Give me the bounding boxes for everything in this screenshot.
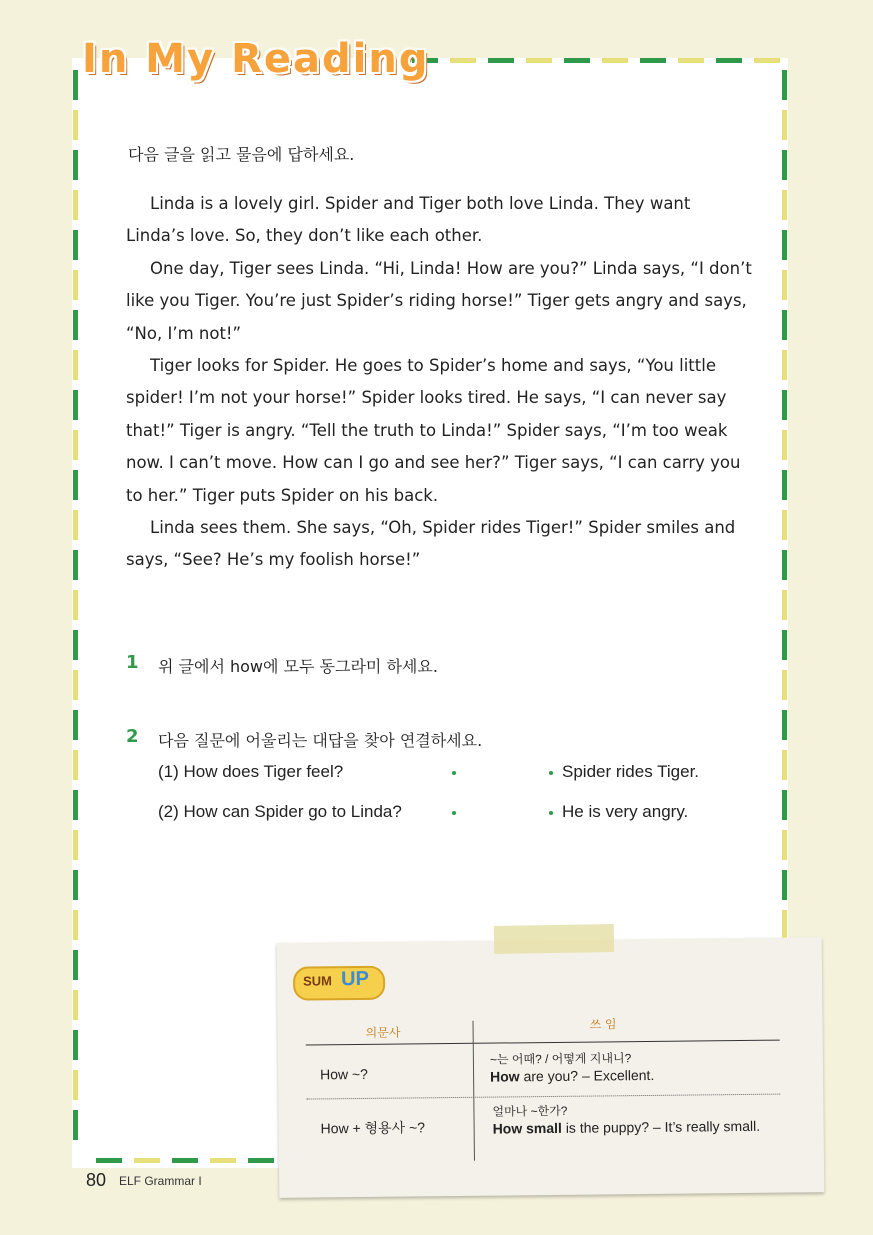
page-number: 80 (86, 1170, 107, 1190)
border-dash (73, 1070, 78, 1100)
table-row-1-form: How ~? (319, 1065, 369, 1083)
table-row-1-meaning: ~는 어때? / 어떻게 지내니? (489, 1051, 632, 1067)
border-dash (782, 830, 787, 860)
match-dot-left-1[interactable] (452, 771, 456, 775)
border-dash (782, 390, 787, 420)
border-dash (172, 1158, 198, 1163)
table-row-2-form: How + 형용사 ~? (320, 1119, 426, 1137)
story-text (126, 188, 752, 577)
border-dash (73, 510, 78, 540)
border-dash (73, 990, 78, 1020)
border-dash (73, 150, 78, 180)
border-dash (782, 190, 787, 220)
border-dash (73, 630, 78, 660)
table-row-separator (306, 1094, 780, 1100)
match-dot-right-1[interactable] (549, 771, 553, 775)
border-dash (73, 230, 78, 260)
sumup-badge-sum: SUM (303, 973, 333, 989)
border-dash (73, 670, 78, 700)
border-dash (782, 470, 787, 500)
border-dash (73, 550, 78, 580)
border-dash (73, 470, 78, 500)
match-right-2: He is very angry. (562, 802, 689, 821)
border-dash (678, 58, 704, 63)
border-dash (96, 1158, 122, 1163)
match-left-1: (1) How does Tiger feel? (158, 762, 344, 781)
border-dash (73, 350, 78, 380)
story-paragraph: Linda is a lovely girl. Spider and Tiger both love Linda. They want Linda’s love. So, they don’t like each other. (126, 194, 691, 246)
border-dash (73, 830, 78, 860)
border-dash (782, 910, 787, 940)
story-paragraph: One day, Tiger sees Linda. “Hi, Linda! How are you?” Linda says, “I don’t like you Tiger. You’re just Spider’s riding horse!” Tiger gets angry and says, “No, I’m not!” (126, 258, 752, 343)
border-dash (782, 550, 787, 580)
border-dash (782, 430, 787, 460)
border-dash (73, 110, 78, 140)
table-row-1-example-bold: How (490, 1068, 520, 1085)
border-dash (73, 1030, 78, 1060)
border-dash (782, 230, 787, 260)
table-row-1-example (490, 1067, 654, 1085)
border-dash (73, 710, 78, 740)
border-dash (716, 58, 742, 63)
border-dash (782, 150, 787, 180)
border-dash (782, 790, 787, 820)
tape-strip (494, 924, 614, 954)
story-paragraph: Linda sees them. She says, “Oh, Spider rides Tiger!” Spider smiles and says, “See? He’s my foolish horse!” (126, 518, 736, 570)
table-header-question-word: 의문사 (365, 1025, 401, 1040)
border-dash (782, 110, 787, 140)
match-dot-left-2[interactable] (452, 811, 456, 815)
border-dash (526, 58, 552, 63)
border-dash (73, 270, 78, 300)
table-row-1-example-rest: are you? – Excellent. (519, 1066, 655, 1085)
border-dash (73, 390, 78, 420)
border-dash (248, 1158, 274, 1163)
question-2-text: 다음 질문에 어울리는 대답을 찾아 연결하세요. (158, 731, 483, 750)
table-row-2-example-rest: is the puppy? – It’s really small. (561, 1117, 761, 1136)
sumup-badge (293, 966, 385, 1001)
border-dash (564, 58, 590, 63)
match-left-2: (2) How can Spider go to Linda? (158, 802, 402, 821)
border-dash (782, 70, 787, 100)
page-title: In My Reading (82, 36, 430, 82)
border-dash (782, 630, 787, 660)
border-dash (782, 870, 787, 900)
border-dash (73, 950, 78, 980)
border-dash (782, 510, 787, 540)
table-row-2-meaning: 얼마나 ~한가? (492, 1103, 568, 1119)
border-dash (73, 190, 78, 220)
border-dash (782, 670, 787, 700)
question-1-text: 위 글에서 how에 모두 동그라미 하세요. (158, 657, 438, 676)
border-dash (73, 910, 78, 940)
border-dash (73, 1110, 78, 1140)
table-header-usage: 쓰 임 (589, 1017, 617, 1032)
border-dash (782, 310, 787, 340)
instruction: 다음 글을 읽고 물음에 답하세요. (128, 145, 355, 164)
border-dash (210, 1158, 236, 1163)
border-dash (73, 590, 78, 620)
border-dash (73, 790, 78, 820)
question-1-number: 1 (126, 652, 139, 673)
book-title: ELF Grammar I (119, 1174, 202, 1188)
border-dash (782, 710, 787, 740)
border-dash (73, 870, 78, 900)
border-dash (640, 58, 666, 63)
match-right-1: Spider rides Tiger. (562, 762, 700, 781)
story-paragraph: Tiger looks for Spider. He goes to Spider’s home and says, “You little spider! I’m not your horse!” Spider looks tired. He says, “I can never say that!” Tiger is angry. “Tell the truth to Linda!” Spider says, “I’m too weak now. I can’t move. How can I go and see her?” Tiger says, “I can carry you to her.” Tiger puts Spider on his back. (126, 356, 741, 505)
border-dash (782, 750, 787, 780)
border-dash (782, 590, 787, 620)
border-dash (602, 58, 628, 63)
question-2-number: 2 (126, 726, 139, 747)
border-dash (450, 58, 476, 63)
border-dash (782, 270, 787, 300)
border-dash (134, 1158, 160, 1163)
border-dash (73, 750, 78, 780)
border-dash (73, 430, 78, 460)
table-row-2-example-bold: How small (492, 1119, 562, 1137)
border-dash (782, 350, 787, 380)
table-row-2-example (493, 1118, 761, 1137)
border-dash (488, 58, 514, 63)
sumup-badge-up: UP (340, 967, 369, 991)
border-dash (73, 70, 78, 100)
border-dash (73, 310, 78, 340)
sumup-card (277, 937, 825, 1198)
match-dot-right-2[interactable] (549, 811, 553, 815)
border-dash (754, 58, 780, 63)
